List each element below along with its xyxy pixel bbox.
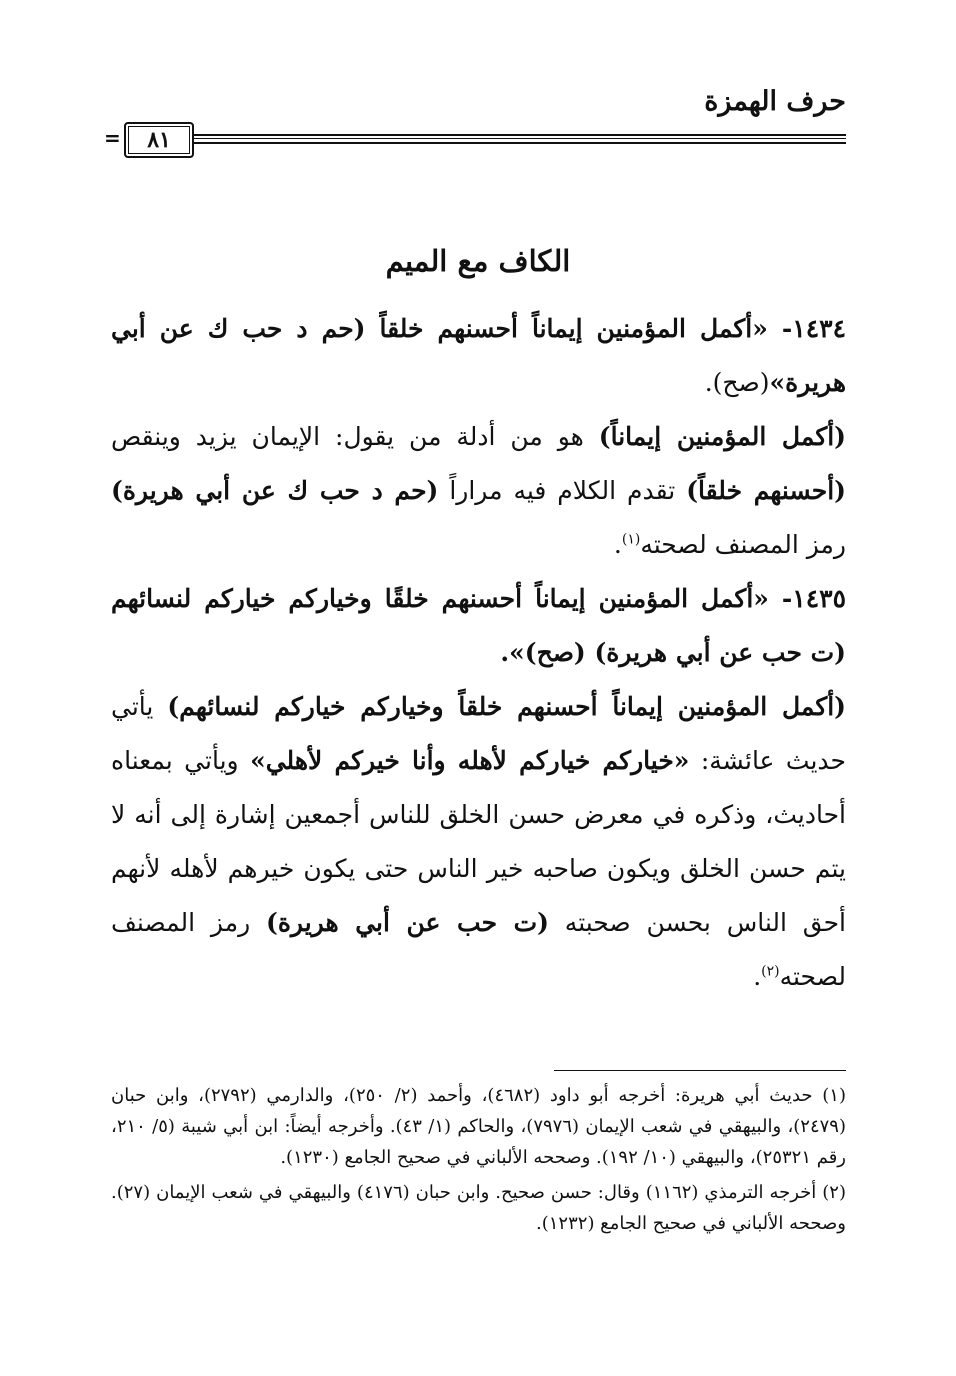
footnote-marker: (٢) xyxy=(761,963,780,980)
main-text xyxy=(111,302,846,1004)
footnotes xyxy=(111,1080,846,1243)
period: . xyxy=(613,530,622,559)
grade-mark: (صح). xyxy=(704,368,770,397)
commentary-text: ويأتي بمعناه أحاديث، وذكره في معرض حسن الخلق للناس أجمعين إشارة إلى أنه لا يتم حسن الخلق ويكون صاحبه خير الناس حتى يكون خيرهم لأهله لأنهم أحق الناس بحسن صحبته xyxy=(111,746,846,937)
rule-line xyxy=(192,138,846,139)
section-title: الكاف مع الميم xyxy=(385,244,571,278)
quoted-hadith: «خياركم خياركم لأهله وأنا خيركم لأهلي» xyxy=(250,746,690,775)
footnote-1: (١) حديث أبي هريرة: أخرجه أبو داود (٤٦٨٢)، وأحمد (٢/ ٢٥٠)، والدارمي (٢٧٩٢)، وابن حبان (٢٤٧٩)، والبيهقي في شعب الإيمان (٧٩٧٦)، والحاكم (١/ ٤٣). وأخرجه أيضاً: ابن أبي شيبة (٥/ ٢١٠، رقم ٢٥٣٢١)، والبيهقي (١٠/ ١٩٢). وصححه الألباني في صحيح الجامع (١٢٣٠). xyxy=(111,1085,846,1168)
source-reference: (ت حب عن أبي هريرة) xyxy=(266,908,549,937)
footnote-marker: (١) xyxy=(621,531,641,548)
hadith-text: ١٤٣٤- «أكمل المؤمنين إيماناً أحسنهم خلقاً (حم د حب ك عن أبي هريرة» xyxy=(111,314,846,397)
quoted-phrase: (أكمل المؤمنين إيماناً) xyxy=(598,422,846,451)
commentary-text: يأتي حديث عائشة: xyxy=(111,692,846,775)
rule-end-mark: = xyxy=(104,126,121,150)
source-reference: (حم د حب ك عن أبي هريرة) xyxy=(111,476,439,505)
footnote-2: (٢) أخرجه الترمذي (١١٦٢) وقال: حسن صحيح. وابن حبان (٤١٧٦) والبيهقي في شعب الإيمان (٢٧). وصححه الألباني في صحيح الجامع (١٢٣٢). xyxy=(111,1182,846,1234)
commentary xyxy=(111,680,846,1004)
footnote-separator xyxy=(554,1070,846,1071)
rule-line xyxy=(192,134,846,136)
commentary xyxy=(111,410,846,572)
running-title: حرف الهمزة xyxy=(704,86,846,117)
header-rule xyxy=(104,120,846,160)
period: . xyxy=(753,962,762,991)
hadith-entry xyxy=(111,302,846,410)
quoted-phrase: (أكمل المؤمنين إيماناً أحسنهم خلقاً وخياركم خياركم لنسائهم) xyxy=(167,692,847,721)
commentary-text: رمز المصنف لصحته xyxy=(640,530,846,559)
hadith-entry xyxy=(111,572,846,680)
commentary-text: هو من أدلة من يقول: الإيمان يزيد وينقص xyxy=(111,422,599,451)
commentary-text: رمز المصنف لصحته xyxy=(111,908,846,991)
rule-line xyxy=(192,142,846,144)
page-number: ٨١ xyxy=(124,122,194,158)
commentary-text: تقدم الكلام فيه مراراً xyxy=(438,476,687,505)
hadith-text: ١٤٣٥- «أكمل المؤمنين إيماناً أحسنهم خلقًا وخياركم خياركم لنسائهم (ت حب عن أبي هريرة) (صح)». xyxy=(111,584,846,667)
quoted-phrase: (أحسنهم خلقاً) xyxy=(686,476,847,505)
